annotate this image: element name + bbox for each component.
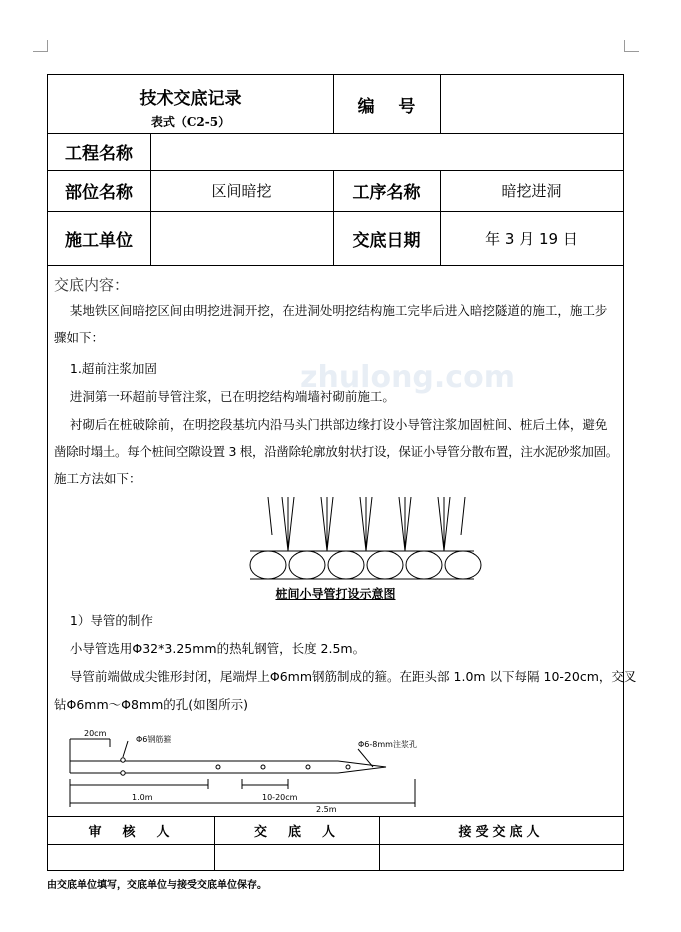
paragraph-3-line-2: 凿除时塌土。每个桩间空隙设置 3 根，沿凿除轮廓放射状打设，保证小导管分散布置，注水泥砂浆加固。 xyxy=(54,444,619,459)
footer-note: 由交底单位填写，交底单位与接受交底单位保存。 xyxy=(47,880,267,891)
paragraph-5-line-1: 导管前端做成尖锥形封闭，尾端焊上Φ6mm钢筋制成的箍。在距头部 1.0m 以下每隔 10-20cm，交叉 xyxy=(54,669,637,684)
crop-mark xyxy=(33,51,47,52)
project-name-label: 工程名称 xyxy=(65,144,133,164)
date-label: 交底日期 xyxy=(352,230,421,251)
label-1m: 1.0m xyxy=(132,793,153,802)
content-heading: 交底内容： xyxy=(54,276,130,294)
form-title: 技术交底记录 xyxy=(139,88,242,109)
project-name-value xyxy=(150,133,623,170)
item-1: 1.超前注浆加固 xyxy=(54,361,157,376)
sub-heading-1: 1）导管的制作 xyxy=(54,613,153,628)
crop-mark xyxy=(625,51,639,52)
watermark: zhulong.com xyxy=(300,360,515,395)
label-hoop: Φ6钢筋箍 xyxy=(136,735,172,744)
pile-pipe-diagram xyxy=(246,495,486,587)
label-spacing: 10-20cm xyxy=(262,793,298,802)
part-name-label: 部位名称 xyxy=(65,183,133,203)
paragraph-3-line-1: 衬砌后在桩破除前，在明挖段基坑内沿马头门拱部边缘打设小导管注浆加固桩间、桩后土体，避免 xyxy=(54,417,608,432)
crop-mark xyxy=(47,40,48,52)
figure-caption: 桩间小导管打设示意图 xyxy=(275,587,396,601)
date-value: 年 3 月 19 日 xyxy=(485,229,578,248)
part-name-value: 区间暗挖 xyxy=(211,182,272,200)
paragraph-3-line-3: 施工方法如下： xyxy=(54,471,142,486)
contractor-value xyxy=(150,211,333,265)
discloser-label: 交 底 人 xyxy=(253,824,340,840)
paragraph-1-line-2: 骤如下： xyxy=(54,330,105,345)
paragraph-5-line-2: 钻Φ6mm～Φ8mm的孔(如图所示) xyxy=(54,697,249,712)
paragraph-1-line-1: 某地铁区间暗挖区间由明挖进洞开挖，在进洞处明挖结构施工完毕后进入暗挖隧道的施工，施工步 xyxy=(54,303,608,318)
paragraph-2: 进洞第一环超前导管注浆，已在明挖结构端墙衬砌前施工。 xyxy=(54,389,395,404)
label-20cm: 20cm xyxy=(84,729,107,738)
paragraph-4: 小导管选用Φ32*3.25mm的热轧钢管，长度 2.5m。 xyxy=(54,641,366,656)
number-label: 编 号 xyxy=(357,96,416,117)
process-name-value: 暗挖进洞 xyxy=(501,182,562,200)
label-grout-holes: Φ6-8mm注浆孔 xyxy=(358,740,417,749)
reviewer-label: 审 核 人 xyxy=(88,824,174,840)
number-value xyxy=(440,75,623,133)
receiver-label: 接受交底人 xyxy=(458,824,544,840)
contractor-label: 施工单位 xyxy=(65,230,133,251)
process-name-label: 工序名称 xyxy=(352,183,421,203)
label-total-length: 2.5m xyxy=(316,805,337,814)
disclosure-form xyxy=(47,74,637,871)
form-subtitle: 表式（C2-5） xyxy=(150,114,231,129)
